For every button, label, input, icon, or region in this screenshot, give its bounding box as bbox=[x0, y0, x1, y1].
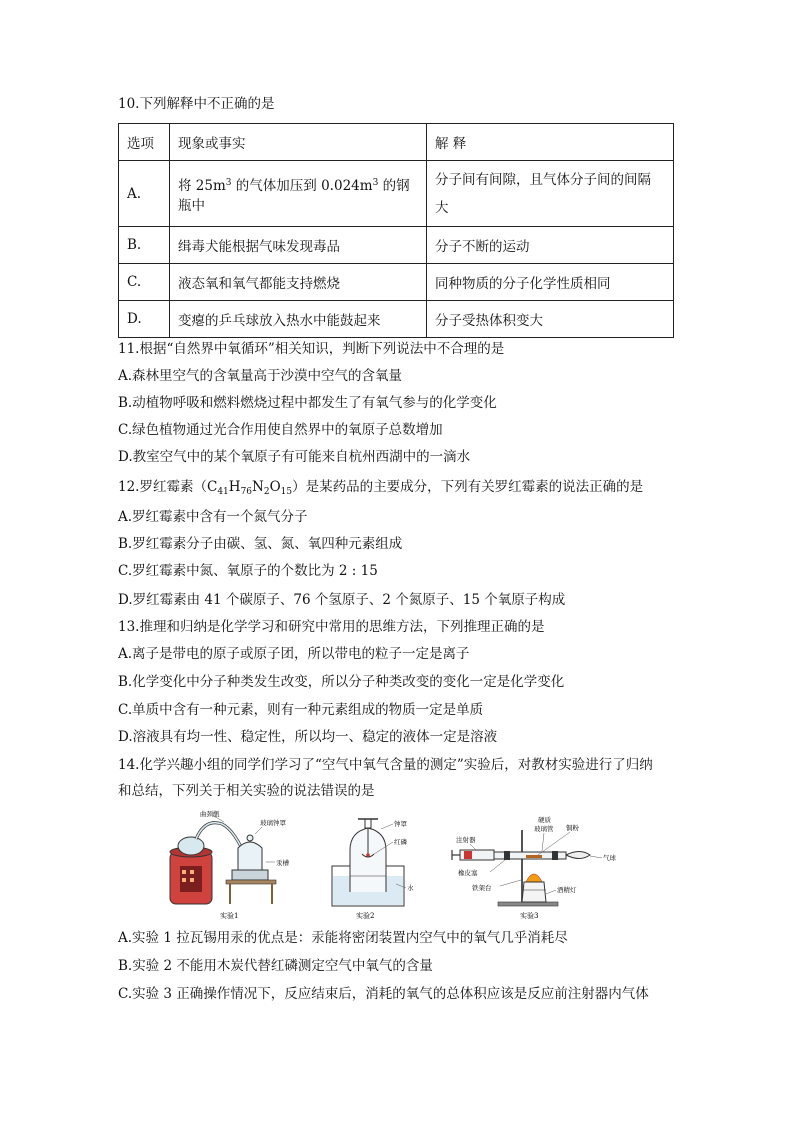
row-fact: 缉毒犬能根据气味发现毒品 bbox=[170, 227, 427, 264]
row-explanation: 分子受热体积变大 bbox=[427, 301, 674, 338]
experiment-2-figure bbox=[332, 819, 414, 920]
q13-option-c: C.单质中含有一种元素，则有一种元素组成的物质一定是单质 bbox=[118, 702, 484, 718]
table-row bbox=[119, 161, 674, 227]
label-glass-tube: 玻璃管 bbox=[534, 825, 554, 833]
header-fact: 现象或事实 bbox=[170, 124, 427, 161]
q14-stem-line1: 14.化学兴趣小组的同学们学习了“空气中氧气含量的测定”实验后，对教材实验进行了归纳 bbox=[118, 757, 653, 773]
q13-option-a: A.离子是带电的原子或原子团，所以带电的粒子一定是离子 bbox=[118, 646, 470, 662]
label-mercury-trough: 汞槽 bbox=[276, 859, 289, 867]
q14-stem-line2: 和总结，下列关于相关实验的说法错误的是 bbox=[118, 783, 375, 799]
chemical-formula: $C_{41}H_{76}N_2O_{15}$ bbox=[206, 479, 293, 497]
label-syringe: 注射器 bbox=[456, 836, 476, 844]
experiment-3-figure bbox=[452, 815, 617, 920]
label-iron-stand: 铁架台 bbox=[472, 884, 492, 892]
label-red-phosphorus: 红磷 bbox=[394, 838, 407, 846]
table-row bbox=[119, 264, 674, 301]
q12-stem: 12.罗红霉素$(C_{41}H_{76}N_2O_{15})$是某药品的主要成分，下列有关罗红霉素的说法正确的是 bbox=[118, 479, 644, 497]
q13-option-b: B.化学变化中分子种类发生改变，所以分子种类改变的变化一定是化学变化 bbox=[118, 674, 565, 690]
q11-option-d: D.教室空气中的某个氧原子有可能来自杭州西湖中的一滴水 bbox=[118, 449, 471, 465]
q12-option-a: A.罗红霉素中含有一个氮气分子 bbox=[118, 509, 308, 525]
experiment-1-figure bbox=[170, 810, 290, 920]
table-header-row bbox=[119, 124, 674, 161]
q14-option-b: B.实验 2 不能用木炭代替红磷测定空气中氧气的含量 bbox=[118, 958, 433, 974]
row-fact: 将 $25m^3$ 的气体加压到 $0.024m^3$ 的钢瓶中 bbox=[170, 161, 427, 227]
q14-option-a: A.实验 1 拉瓦锡用汞的优点是：汞能将密闭装置内空气中的氧气几乎消耗尽 bbox=[118, 930, 568, 946]
row-option: D. bbox=[119, 301, 170, 338]
row-option: C. bbox=[119, 264, 170, 301]
q13-option-d: D.溶液具有均一性、稳定性，所以均一、稳定的液体一定是溶液 bbox=[118, 729, 498, 745]
row-option: A. bbox=[119, 161, 170, 227]
row-fact: 变瘪的乒乓球放入热水中能鼓起来 bbox=[170, 301, 427, 338]
row-explanation: 同种物质的分子化学性质相同 bbox=[427, 264, 674, 301]
label-water: 水 bbox=[407, 884, 414, 892]
row-fact: 液态氧和氧气都能支持燃烧 bbox=[170, 264, 427, 301]
table-row bbox=[119, 227, 674, 264]
q11-option-b: B.动植物呼吸和燃料燃烧过程中都发生了有氧气参与的化学变化 bbox=[118, 395, 497, 411]
caption-experiment-2: 实验2 bbox=[356, 912, 375, 920]
label-rubber-stopper: 橡皮塞 bbox=[458, 869, 478, 877]
q12-option-c: C.罗红霉素中氮、氧原子的个数比为 2 : 15 bbox=[118, 563, 378, 579]
q11-option-c: C.绿色植物通过光合作用使自然界中的氧原子总数增加 bbox=[118, 422, 443, 438]
q11-option-a: A.森林里空气的含氧量高于沙漠中空气的含氧量 bbox=[118, 368, 403, 384]
row-explanation: 分子间有间隙，且气体分子间的间隔 大 bbox=[427, 161, 674, 227]
label-alcohol-lamp: 酒精灯 bbox=[557, 886, 577, 894]
q10-table bbox=[118, 123, 674, 338]
header-explanation: 解 释 bbox=[427, 124, 674, 161]
caption-experiment-3: 实验3 bbox=[520, 912, 539, 920]
row-explanation: 分子不断的运动 bbox=[427, 227, 674, 264]
q13-stem: 13.推理和归纳是化学学习和研究中常用的思维方法，下列推理正确的是 bbox=[118, 619, 545, 635]
row-option: B. bbox=[119, 227, 170, 264]
label-retort: 曲颈甑 bbox=[200, 810, 220, 818]
table-row bbox=[119, 301, 674, 338]
label-hard: 硬质 bbox=[538, 816, 551, 824]
q14-option-c: C.实验 3 正确操作情况下，反应结束后，消耗的氧气的总体积应该是反应前注射器内气体 bbox=[118, 986, 649, 1002]
q11-stem: 11.根据“自然界中氧循环”相关知识，判断下列说法中不合理的是 bbox=[118, 341, 505, 357]
label-bell-jar: 玻璃钟罩 bbox=[260, 819, 286, 827]
label-bell-jar-2: 钟罩 bbox=[394, 820, 407, 828]
caption-experiment-1: 实验1 bbox=[220, 912, 239, 920]
q10-stem: 10.下列解释中不正确的是 bbox=[118, 96, 275, 112]
experiment-figures bbox=[160, 810, 680, 922]
q12-option-d: D.罗红霉素由 41 个碳原子、76 个氢原子、2 个氮原子、15 个氧原子构成 bbox=[118, 592, 566, 608]
q12-option-b: B.罗红霉素分子由碳、氢、氮、氧四种元素组成 bbox=[118, 536, 403, 552]
header-option: 选项 bbox=[119, 124, 170, 161]
label-copper-powder: 铜粉 bbox=[566, 824, 579, 832]
label-balloon: 气球 bbox=[603, 854, 616, 862]
